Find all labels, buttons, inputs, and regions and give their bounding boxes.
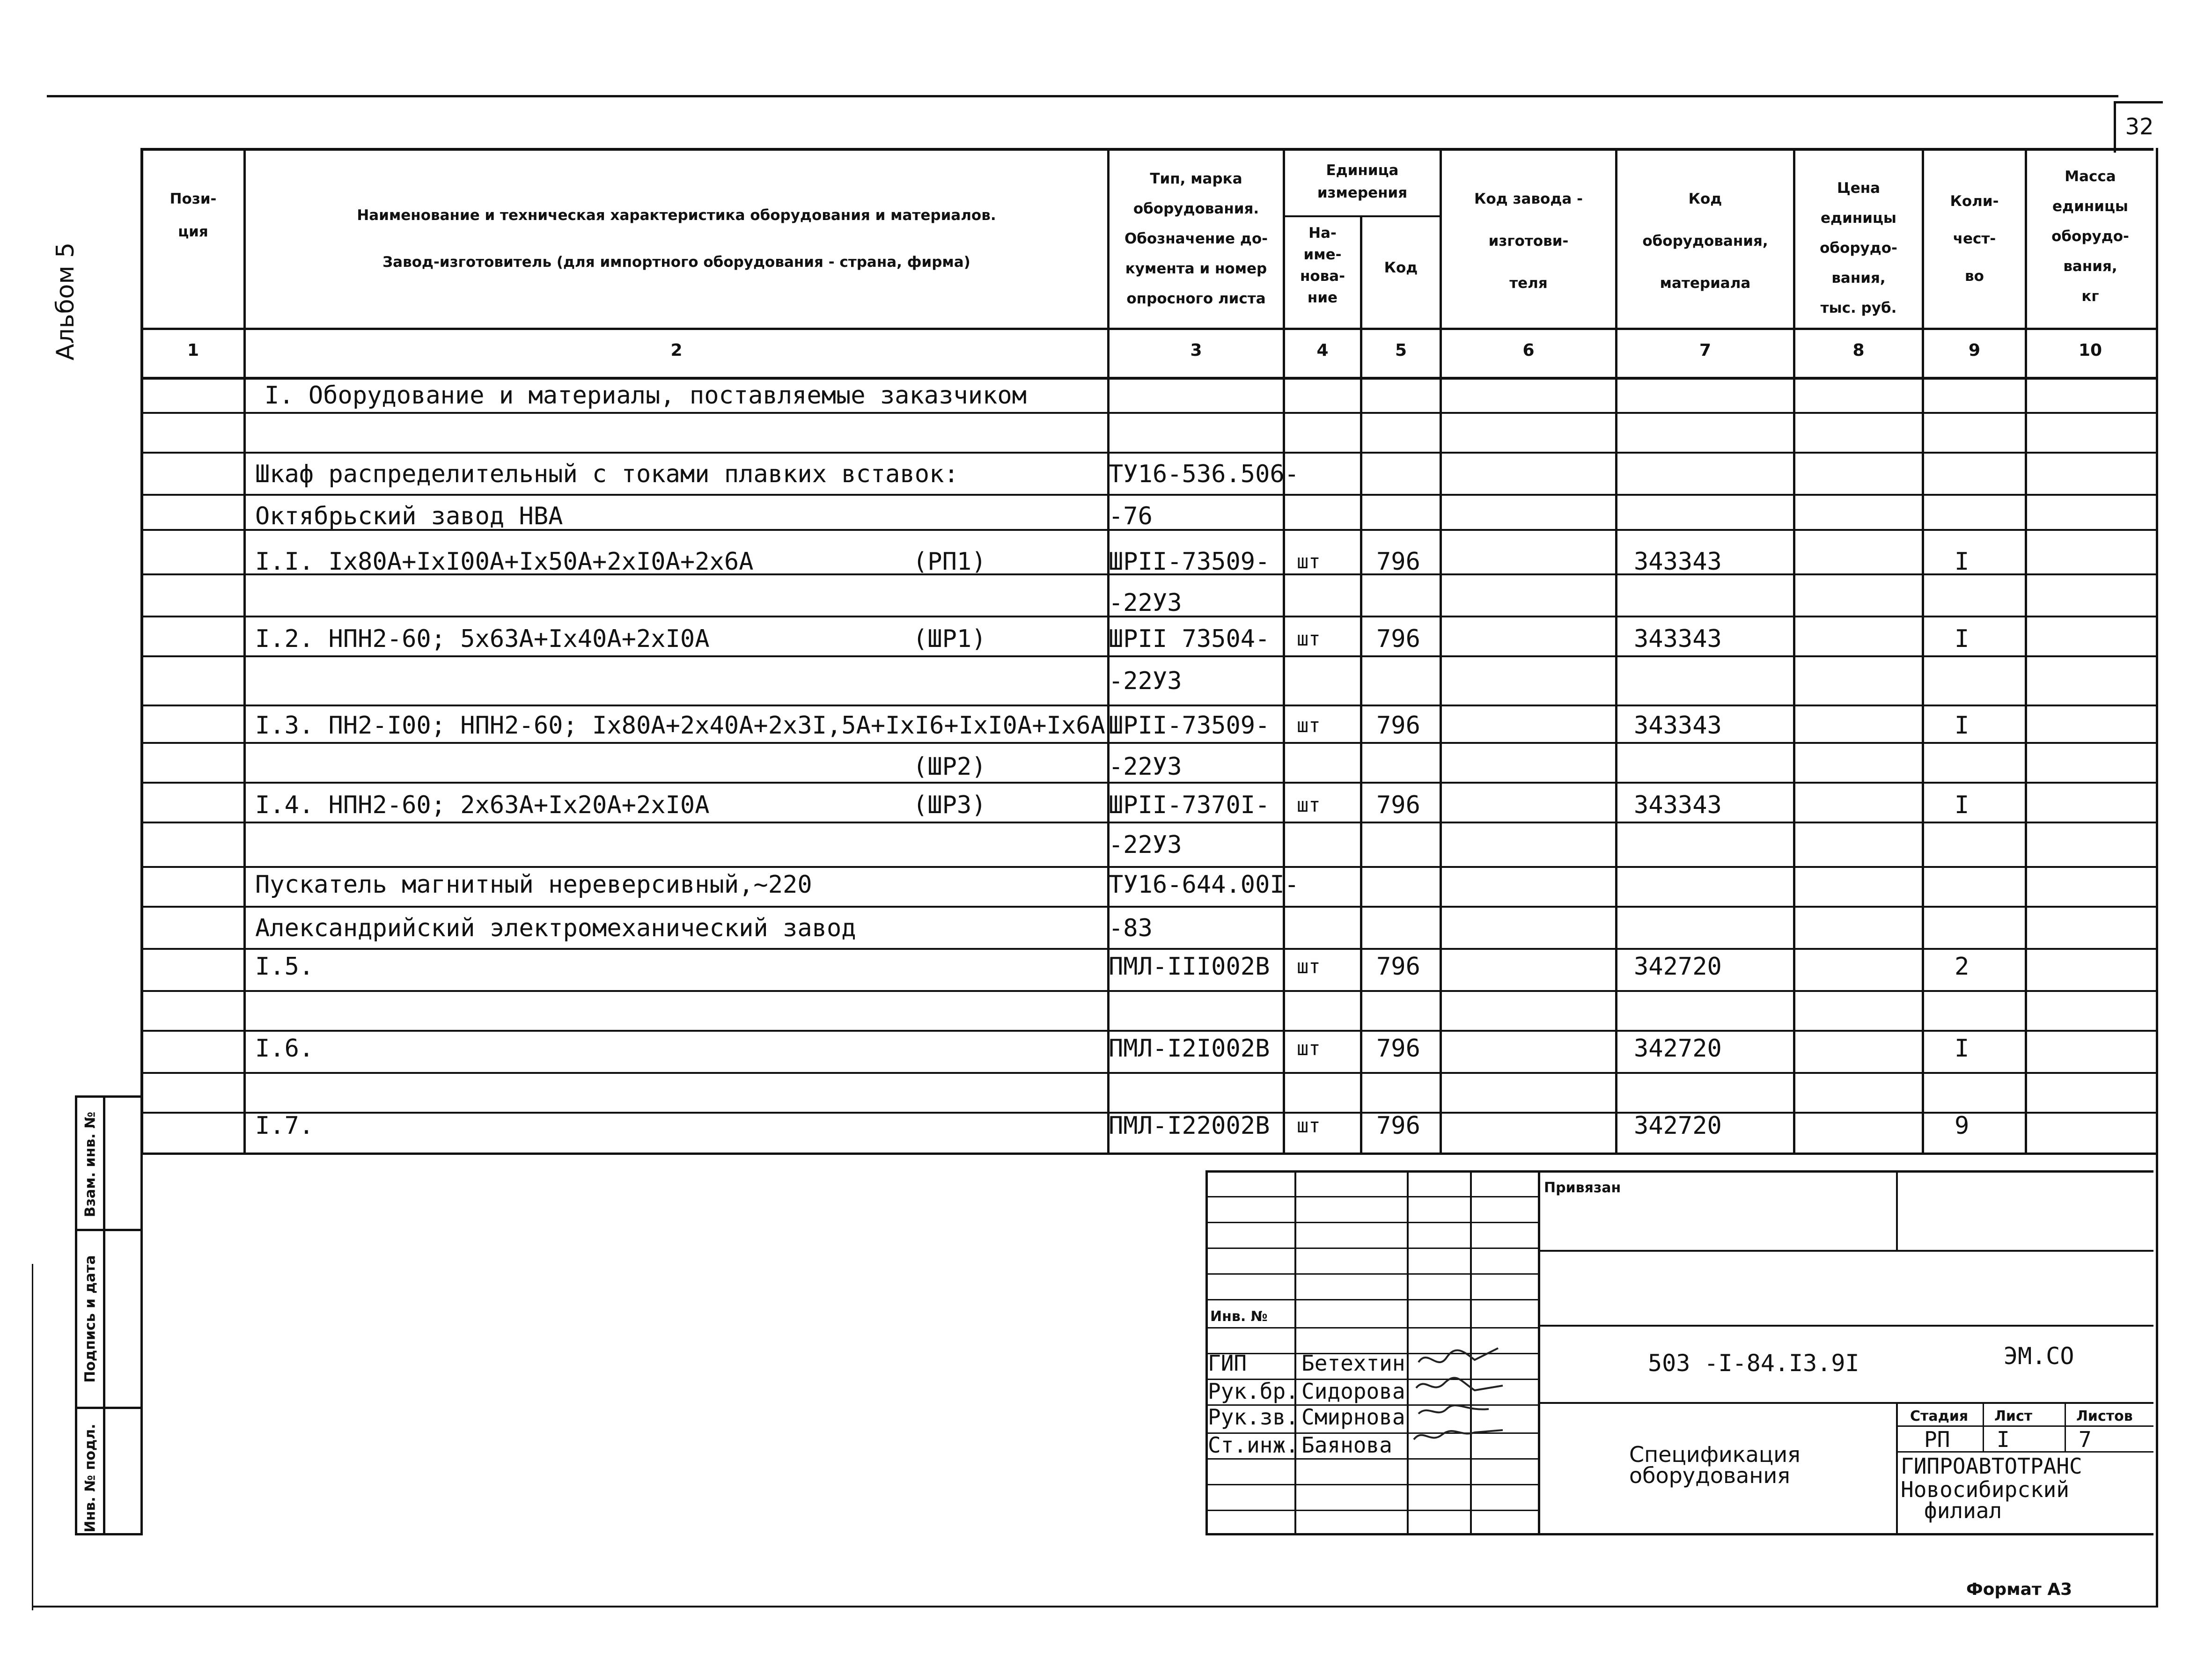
hdr-col8: Цена единицы оборудо- вания, тыс. руб. <box>1820 180 1897 316</box>
hdr-unit-group: Единица измерения <box>1317 162 1408 201</box>
cell-unit: шт <box>1297 550 1321 573</box>
stamp-h2 <box>1205 1248 1538 1249</box>
cell-name: I.4. НПН2-60; 2х63А+Iх20А+2хI0А <box>255 791 710 819</box>
stamp-r-v3 <box>2065 1402 2066 1451</box>
hdr-col10: Масса единицы оборудо- вания, кг <box>2051 168 2129 305</box>
stamp-inv-no: Инв. № <box>1210 1308 1268 1325</box>
stamp-doc-mark: ЭМ.СО <box>2004 1343 2074 1370</box>
colnum-3: 3 <box>1190 341 1202 360</box>
stamp-r-v1 <box>1896 1402 1898 1533</box>
hdr-col5: Код <box>1384 259 1418 276</box>
side-label-inv: Инв. № подл. <box>82 1424 99 1533</box>
page-number-box <box>2114 101 2163 153</box>
cell-name: Пускатель магнитный нереверсивный,~220 <box>255 871 812 899</box>
row-line <box>140 494 2156 496</box>
colnum-1: 1 <box>187 341 199 360</box>
cell-code: 796 <box>1376 712 1420 740</box>
stamp-stage-label: Стадия <box>1910 1408 1969 1424</box>
table-left-border <box>140 148 143 1152</box>
cell-qty: I <box>1955 548 1969 576</box>
cell-unit: шт <box>1297 793 1321 816</box>
cell-qty: 2 <box>1955 953 1969 981</box>
page-number: 32 <box>2125 114 2154 140</box>
row-line <box>140 655 2156 657</box>
cell-code: 796 <box>1376 791 1420 819</box>
cell-type: ПМЛ-I22002В <box>1109 1112 1270 1140</box>
cell-mark: (ШР3) <box>913 791 986 819</box>
row-line <box>140 906 2156 908</box>
side-label-vzam: Взам. инв. № <box>82 1111 99 1218</box>
cell-unit: шт <box>1297 955 1321 978</box>
cell-unit: шт <box>1297 1037 1321 1060</box>
cell-qty: 9 <box>1955 1112 1969 1140</box>
stamp-h3 <box>1205 1273 1538 1275</box>
cell-type: -22У3 <box>1109 831 1182 859</box>
stamp-role-gip: ГИП <box>1208 1351 1247 1376</box>
cell-name: Александрийский электромеханический завод <box>255 914 856 942</box>
hdr-col2: Наименование и техническая характеристика оборудования и материалов. Завод-изготовитель (для импортного оборудования - страна, фирма) <box>357 207 996 271</box>
cell-equip: 343343 <box>1634 791 1722 819</box>
cell-type: -22У3 <box>1109 667 1182 695</box>
cell-type: -83 <box>1109 914 1153 942</box>
stamp-r-v2 <box>1983 1402 1984 1451</box>
stamp-mid <box>1538 1170 1540 1533</box>
stamp-name-sidorova: Сидорова <box>1301 1379 1405 1404</box>
stamp-sheets: 7 <box>2079 1427 2092 1452</box>
cell-mark: (ШР1) <box>913 625 986 653</box>
stamp-stage: РП <box>1924 1427 1950 1452</box>
cell-type: ШРII-73509- <box>1109 712 1270 740</box>
hdr-col1: Пози- ция <box>169 191 217 240</box>
colnum-8: 8 <box>1852 341 1865 360</box>
cell-name: I.3. ПН2-I00; НПН2-60; Iх80А+2х40А+2х3I,5А+IхI6+IхI0А+Iх6А <box>255 712 1105 740</box>
row-line <box>140 742 2156 744</box>
colnum-4: 4 <box>1316 341 1329 360</box>
stamp-role-rukzv: Рук.зв. <box>1208 1404 1299 1430</box>
bottom-border-line <box>33 1606 2158 1608</box>
stamp-role-stinzh: Ст.инж. <box>1208 1432 1299 1458</box>
cell-equip: 342720 <box>1634 1112 1722 1140</box>
cell-equip: 343343 <box>1634 712 1722 740</box>
stamp-r-h1 <box>1538 1250 2153 1252</box>
stamp-h1 <box>1205 1222 1538 1223</box>
side-label-podpis: Подпись и дата <box>82 1255 99 1383</box>
hdr-col6: Код завода - изготови- теля <box>1474 191 1583 292</box>
left-margin-line <box>32 1264 33 1610</box>
album-label: Альбом 5 <box>51 242 80 360</box>
cell-code: 796 <box>1376 1112 1420 1140</box>
stamp-h11 <box>1205 1484 1538 1485</box>
stamp-v1 <box>1294 1170 1296 1533</box>
stamp-doc-code: 503 -I-84.I3.9I <box>1648 1350 1859 1377</box>
row-line <box>140 705 2156 706</box>
row-line <box>140 452 2156 454</box>
cell-name: I.2. НПН2-60; 5х63А+Iх40А+2хI0А <box>255 625 710 653</box>
colnum-5: 5 <box>1395 341 1407 360</box>
row-line <box>140 782 2156 784</box>
stamp-title-line1: Спецификация <box>1629 1442 1800 1467</box>
table-bottom-line <box>140 1152 2156 1155</box>
cell-qty: I <box>1955 712 1969 740</box>
cell-equip: 342720 <box>1634 953 1722 981</box>
cell-code: 796 <box>1376 1035 1420 1063</box>
cell-type: ШРII 73504- <box>1109 625 1270 653</box>
cell-qty: I <box>1955 1035 1969 1063</box>
row-line <box>140 1072 2156 1074</box>
cell-name: Шкаф распределительный с токами плавких вставок: <box>255 460 959 488</box>
stamp-top <box>1205 1170 2153 1173</box>
cell-type: ШРII-7370I- <box>1109 791 1270 819</box>
cell-name: Октябрьский завод НВА <box>255 502 563 530</box>
stamp-privyazan: Привязан <box>1544 1180 1621 1196</box>
colnum-6: 6 <box>1522 341 1535 360</box>
hdr-col3: Тип, марка оборудования. Обозначение до- кумента и номер опросного листа <box>1124 170 1268 307</box>
col-line-1 <box>243 148 246 1152</box>
stamp-role-rukbr: Рук.бр. <box>1208 1379 1299 1404</box>
stamp-sheets-label: Листов <box>2076 1408 2133 1424</box>
cell-type: ПМЛ-I2I002В <box>1109 1035 1270 1063</box>
cell-type: ТУ16-536.506- <box>1109 460 1299 488</box>
cell-type: -22У3 <box>1109 753 1182 781</box>
row-line <box>140 1030 2156 1032</box>
cell-equip: 343343 <box>1634 548 1722 576</box>
cell-name: I.5. <box>255 953 314 981</box>
cell-mark: (РП1) <box>913 548 986 576</box>
stamp-sheet-label: Лист <box>1994 1408 2033 1424</box>
stamp-title-line2: оборудования <box>1629 1463 1790 1488</box>
stamp-name-bayanova: Баянова <box>1301 1432 1392 1458</box>
row-line <box>140 948 2156 950</box>
stamp-r-h2 <box>1538 1325 2153 1327</box>
cell-unit: шт <box>1297 627 1321 650</box>
cell-type: ШРII-73509- <box>1109 548 1270 576</box>
stamp-r-h3 <box>1538 1402 2153 1404</box>
stamp-h0 <box>1205 1196 1538 1197</box>
stamp-name-smirnova: Смирнова <box>1301 1404 1405 1430</box>
colnum-9: 9 <box>1968 341 1981 360</box>
hdr-col9: Коли- чест- во <box>1950 193 1999 285</box>
stamp-bottom <box>1205 1533 2153 1535</box>
stamp-v2 <box>1407 1170 1409 1533</box>
colnum-7: 7 <box>1699 341 1712 360</box>
stamp-h4 <box>1205 1299 1538 1300</box>
hdr-col7: Код оборудования, материала <box>1642 191 1768 292</box>
cell-unit: шт <box>1297 714 1321 737</box>
cell-equip: 343343 <box>1634 625 1722 653</box>
cell-name: I. Оборудование и материалы, поставляемые заказчиком <box>265 382 1027 410</box>
top-border-line <box>47 95 2118 97</box>
right-border-line <box>2156 148 2158 1608</box>
format-label: Формат А3 <box>1966 1580 2072 1599</box>
cell-type: ТУ16-644.00I- <box>1109 871 1299 899</box>
cell-unit: шт <box>1297 1114 1321 1137</box>
stamp-name-betekhtin: Бетехтин <box>1301 1351 1405 1376</box>
col-line-8 <box>1922 148 1924 1152</box>
stamp-r-v0 <box>1896 1170 1898 1250</box>
cell-type: -76 <box>1109 502 1153 530</box>
cell-code: 796 <box>1376 625 1420 653</box>
stamp-h5 <box>1205 1327 1538 1329</box>
cell-equip: 342720 <box>1634 1035 1722 1063</box>
stamp-org-line3: филиал <box>1924 1498 2002 1523</box>
colnum-bottom-line <box>140 377 2156 380</box>
cell-qty: I <box>1955 791 1969 819</box>
cell-mark: (ШР2) <box>913 753 986 781</box>
stamp-org-line1: ГИПРОАВТОТРАНС <box>1901 1453 2082 1479</box>
signatures-drawing <box>1409 1343 1517 1461</box>
cell-code: 796 <box>1376 953 1420 981</box>
stamp-sheet: I <box>1997 1427 2010 1452</box>
row-line <box>140 822 2156 823</box>
cell-type: -22У3 <box>1109 589 1182 617</box>
row-line <box>140 990 2156 992</box>
cell-name: I.6. <box>255 1035 314 1063</box>
stamp-org-line2: Новосибирский <box>1901 1477 2070 1502</box>
cell-name: I.7. <box>255 1112 314 1140</box>
hdr-col4: На- име- нова- ние <box>1300 225 1345 306</box>
header-bottom-line <box>140 328 2156 330</box>
row-line <box>140 412 2156 414</box>
cell-type: ПМЛ-III002В <box>1109 953 1270 981</box>
cell-code: 796 <box>1376 548 1420 576</box>
colnum-2: 2 <box>670 341 683 360</box>
colnum-10: 10 <box>2078 341 2102 360</box>
cell-qty: I <box>1955 625 1969 653</box>
row-line <box>140 866 2156 868</box>
outer-top-line <box>140 148 2153 151</box>
cell-name: I.I. Iх80А+IхI00А+Iх50А+2хI0А+2х6А <box>255 548 754 576</box>
stamp-h12 <box>1205 1510 1538 1511</box>
